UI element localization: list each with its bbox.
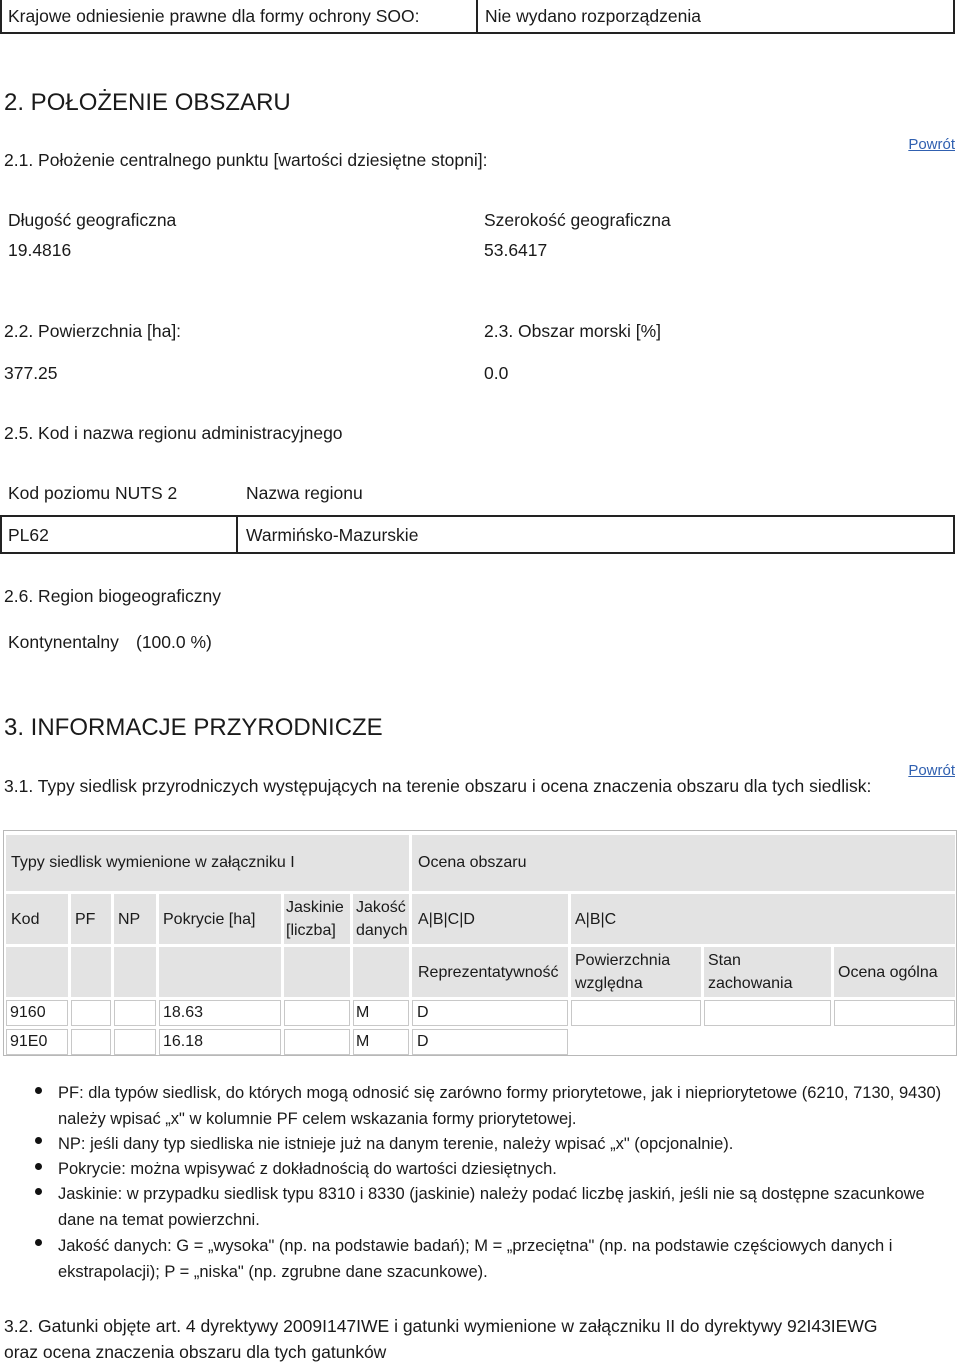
bullet-quality: [35, 1239, 42, 1246]
col-kod-header: Kod: [11, 911, 40, 928]
row1-repr-cell: [412, 1000, 568, 1026]
latitude-value: 53.6417: [484, 240, 548, 260]
marine-value: 0.0: [484, 363, 509, 383]
col-relsurf-header-line1: Powierzchnia: [575, 952, 671, 969]
habitats-label: 3.1. Typy siedlisk przyrodniczych występujących na terenie obszaru i ocena znaczenia obszaru dla tych siedlisk:: [4, 776, 872, 796]
bullet-cover: [35, 1163, 42, 1170]
row2-cover: 16.18: [163, 1033, 204, 1050]
col-cover-header: Pokrycie [ha]: [163, 911, 256, 928]
region-admin-label: 2.5. Kod i nazwa regionu administracyjnego: [4, 423, 343, 443]
nuts-code-value: PL62: [8, 525, 49, 545]
row2-pf-cell: [71, 1029, 111, 1055]
longitude-value: 19.4816: [8, 240, 72, 260]
longitude-label: Długość geograficzna: [8, 210, 177, 230]
note-cover: Pokrycie: można wpisywać z dokładnością do wartości dziesiętnych.: [58, 1160, 557, 1178]
section-3-title: 3. INFORMACJE PRZYRODNICZE: [4, 714, 383, 741]
row1-np-cell: [114, 1000, 156, 1026]
col-caves-header-line2: [liczba]: [286, 922, 336, 939]
table-group-assessment-header: Ocena obszaru: [418, 854, 527, 871]
col-quality-header-line2: danych: [356, 922, 408, 939]
col-global-header: Ocena ogólna: [838, 964, 938, 981]
col-abc-cell: [571, 894, 955, 944]
back-link-3-1[interactable]: Powrót: [908, 762, 955, 779]
nuts-value-divider: [236, 515, 238, 554]
sub-caves-cell: [284, 947, 350, 997]
row2-np-cell: [114, 1029, 156, 1055]
row1-kod: 9160: [10, 1004, 46, 1021]
nuts-value-row: [0, 515, 955, 554]
col-abcd-header: A|B|C|D: [418, 911, 475, 928]
region-name-header: Nazwa regionu: [246, 483, 363, 503]
row2-quality: M: [356, 1033, 370, 1050]
sub-cover-cell: [159, 947, 281, 997]
section-2-title: 2. POŁOŻENIE OBSZARU: [4, 89, 291, 116]
row1-relsurf-cell: [571, 1000, 701, 1026]
biogeo-value: Kontynentalny: [8, 632, 119, 652]
row1-cons-cell: [704, 1000, 831, 1026]
table-group-annex-header: Typy siedlisk wymienione w załączniku I: [11, 854, 295, 871]
center-point-label: 2.1. Położenie centralnego punktu [wartości dziesiętne stopni]:: [4, 150, 488, 170]
col-abc-header: A|B|C: [575, 911, 617, 928]
bullet-caves: [35, 1188, 42, 1195]
row2-caves-cell: [284, 1029, 350, 1055]
legal-reference-label: Krajowe odniesienie prawne dla formy ochrony SOO:: [8, 6, 420, 26]
legal-reference-value: Nie wydano rozporządzenia: [485, 6, 701, 26]
row2-kod: 91E0: [10, 1033, 48, 1050]
latitude-label: Szerokość geograficzna: [484, 210, 671, 230]
bullet-pf: [35, 1087, 42, 1094]
biogeo-label: 2.6. Region biogeograficzny: [4, 586, 221, 606]
legal-reference-divider: [476, 0, 478, 34]
col-np-header: NP: [118, 911, 141, 928]
bullet-np: [35, 1137, 42, 1144]
row1-quality: M: [356, 1004, 370, 1021]
area-label: 2.2. Powierzchnia [ha]:: [4, 321, 182, 341]
col-relsurf-header-line2: względna: [575, 975, 643, 992]
row1-global-cell: [834, 1000, 955, 1026]
note-pf: PF: dla typów siedlisk, do których mogą odnosić się zarówno formy priorytetowe, jak i niepriorytetowe (6210, 7130, 9430) należy wpisać „x" w kolumnie PF celem wskazania formy priorytetowej.: [58, 1084, 942, 1128]
col-cons-header-line1: Stan: [708, 952, 741, 969]
col-cons-header-line2: zachowania: [708, 975, 793, 992]
row1-caves-cell: [284, 1000, 350, 1026]
note-caves: Jaskinie: w przypadku siedlisk typu 8310 i 8330 (jaskinie) należy podać liczbę jaskiń, jeśli nie są dostępne szacunkowe dane na temat powierzchni.: [58, 1185, 925, 1229]
col-caves-header-line1: Jaskinie: [286, 899, 344, 916]
area-value: 377.25: [4, 363, 58, 383]
sub-quality-cell: [353, 947, 409, 997]
row1-pf-cell: [71, 1000, 111, 1026]
sub-pf-cell: [71, 947, 111, 997]
nuts-code-header: Kod poziomu NUTS 2: [8, 483, 178, 503]
row1-cover: 18.63: [163, 1004, 204, 1021]
note-np: NP: jeśli dany typ siedliska nie istnieje już na danym terenie, należy wpisać „x" (opcjonalnie).: [58, 1135, 734, 1153]
col-quality-header-line1: Jakość: [356, 899, 406, 916]
back-link-2-1[interactable]: Powrót: [908, 136, 955, 153]
sub-np-cell: [114, 947, 156, 997]
species-label: 3.2. Gatunki objęte art. 4 dyrektywy 2009I147IWE i gatunki wymienione w załączniku II do dyrektywy 92I43IEWG oraz ocena znaczenia obszaru dla tych gatunków: [4, 1316, 878, 1362]
row1-repr: D: [417, 1004, 429, 1021]
sub-kod-cell: [6, 947, 68, 997]
col-repr-header: Reprezentatywność: [418, 964, 559, 981]
note-quality: Jakość danych: G = „wysoka" (np. na podstawie badań); M = „przeciętna" (np. na podstawie częściowych danych i ekstrapolacji); P = „niska" (np. zgrubne dane szacunkowe).: [58, 1237, 893, 1281]
region-name-value: Warmińsko-Mazurskie: [246, 525, 419, 545]
biogeo-percentage: (100.0 %): [136, 632, 212, 652]
row2-repr-cell: [412, 1029, 568, 1055]
marine-label: 2.3. Obszar morski [%]: [484, 321, 661, 341]
row2-repr: D: [417, 1033, 429, 1050]
col-pf-header: PF: [75, 911, 96, 928]
